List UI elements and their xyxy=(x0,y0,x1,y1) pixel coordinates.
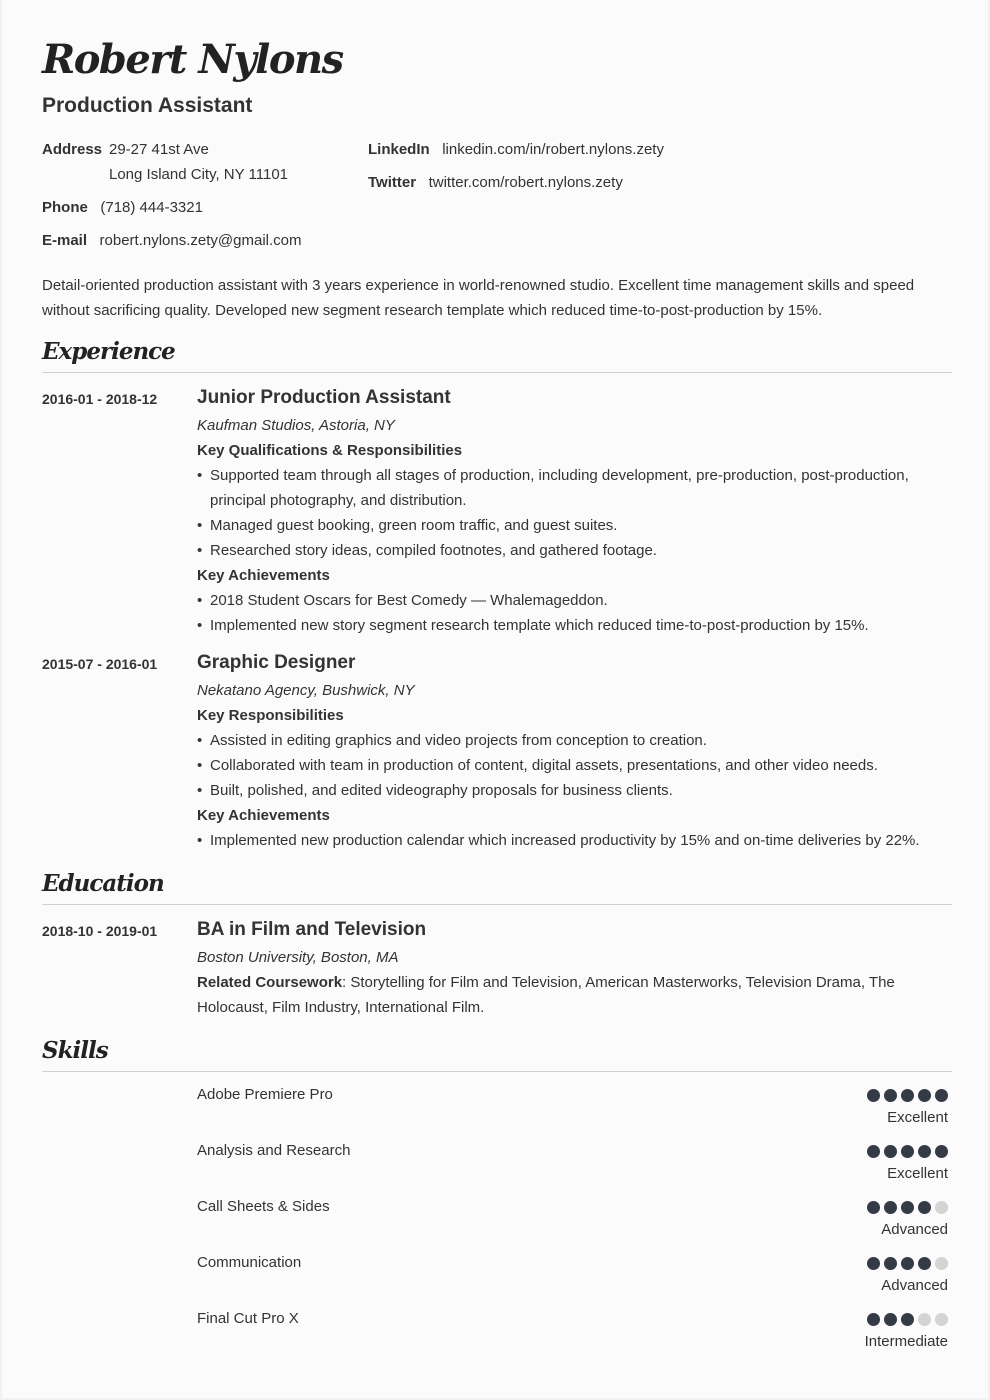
job-2-ach-heading: Key Achievements xyxy=(197,807,330,824)
list-item: • Researched story ideas, compiled footnotes, and gathered footage. xyxy=(197,538,952,563)
profile-summary: Detail-oriented production assistant with 3 years experience in world-renowned studio. Excellent time management skills and speed without sacrificing quality. Developed new segment research template which reduced time-to-post-production by 15%. xyxy=(42,277,915,319)
address-label: Address xyxy=(42,141,103,158)
address-line-1: 29-27 41st Ave xyxy=(109,141,209,158)
contact-address xyxy=(42,141,102,158)
job-2 xyxy=(197,650,952,853)
list-item: • 2018 Student Oscars for Best Comedy — Whalemageddon. xyxy=(197,588,952,613)
skill-rating-dots xyxy=(867,1313,948,1326)
skill-level: Advanced xyxy=(881,1221,948,1238)
rating-dot-empty xyxy=(935,1257,948,1270)
candidate-title: Production Assistant xyxy=(42,94,253,117)
skill-rating-dots xyxy=(867,1201,948,1214)
skill-name: Communication xyxy=(197,1254,302,1271)
job-2-resp-list xyxy=(197,728,952,803)
rating-dot-filled xyxy=(901,1313,914,1326)
experience-divider xyxy=(42,372,952,373)
coursework-list: : Storytelling for Film and Television, American Masterworks, Television Drama, The Holocaust, Film Industry, International Film. xyxy=(197,974,895,1016)
rating-dot-filled xyxy=(935,1145,948,1158)
rating-dot-filled xyxy=(901,1201,914,1214)
job-1-title: Junior Production Assistant xyxy=(197,387,451,408)
candidate-name: Robert Nylons xyxy=(42,36,343,83)
rating-dot-empty xyxy=(935,1313,948,1326)
email-label: E-mail xyxy=(42,232,88,249)
contact-phone xyxy=(42,199,203,216)
list-item: • Built, polished, and edited videography proposals for business clients. xyxy=(197,778,952,803)
education-heading: Education xyxy=(42,870,164,897)
rating-dot-filled xyxy=(901,1089,914,1102)
job-2-employer: Nekatano Agency, Bushwick, NY xyxy=(197,682,415,699)
contact-twitter xyxy=(368,174,623,191)
job-1 xyxy=(197,385,952,638)
rating-dot-filled xyxy=(884,1089,897,1102)
skill-level: Advanced xyxy=(881,1277,948,1294)
skills-heading: Skills xyxy=(42,1037,108,1064)
rating-dot-filled xyxy=(867,1145,880,1158)
skills-divider xyxy=(42,1071,952,1072)
phone-value: (718) 444-3321 xyxy=(100,199,203,216)
skill-rating-dots xyxy=(867,1257,948,1270)
list-item: • Managed guest booking, green room traffic, and guest suites. xyxy=(197,513,952,538)
rating-dot-filled xyxy=(918,1201,931,1214)
skill-name: Call Sheets & Sides xyxy=(197,1198,330,1215)
rating-dot-empty xyxy=(935,1201,948,1214)
contact-linkedin xyxy=(368,141,664,158)
linkedin-label: LinkedIn xyxy=(368,141,430,158)
rating-dot-empty xyxy=(918,1313,931,1326)
list-item: • Implemented new story segment research template which reduced time-to-post-production by 15%. xyxy=(197,613,952,638)
job-1-ach-heading: Key Achievements xyxy=(197,567,330,584)
skill-name: Adobe Premiere Pro xyxy=(197,1086,333,1103)
skill-name: Analysis and Research xyxy=(197,1142,351,1159)
rating-dot-filled xyxy=(867,1313,880,1326)
skill-rating-dots xyxy=(867,1145,948,1158)
rating-dot-filled xyxy=(918,1089,931,1102)
list-item: • Assisted in editing graphics and video projects from conception to creation. xyxy=(197,728,952,753)
rating-dot-filled xyxy=(884,1257,897,1270)
education-divider xyxy=(42,904,952,905)
twitter-link[interactable]: twitter.com/robert.nylons.zety xyxy=(428,174,623,191)
experience-heading: Experience xyxy=(42,338,175,365)
job-2-resp-heading: Key Responsibilities xyxy=(197,707,344,724)
job-2-dates: 2015-07 - 2016-01 xyxy=(42,656,158,672)
degree-title: BA in Film and Television xyxy=(197,919,427,940)
rating-dot-filled xyxy=(884,1145,897,1158)
job-2-ach-list xyxy=(197,828,952,853)
skill-level: Excellent xyxy=(887,1109,948,1126)
phone-label: Phone xyxy=(42,199,88,216)
rating-dot-filled xyxy=(918,1145,931,1158)
job-1-dates: 2016-01 - 2018-12 xyxy=(42,391,158,407)
job-1-resp-list xyxy=(197,463,952,563)
education-entry xyxy=(197,917,952,1020)
rating-dot-filled xyxy=(867,1089,880,1102)
coursework-label: Related Coursework xyxy=(197,974,343,991)
rating-dot-filled xyxy=(867,1257,880,1270)
resume-page xyxy=(2,0,988,1398)
rating-dot-filled xyxy=(884,1313,897,1326)
twitter-label: Twitter xyxy=(368,174,417,191)
skill-rating-dots xyxy=(867,1089,948,1102)
rating-dot-filled xyxy=(867,1201,880,1214)
job-1-ach-list xyxy=(197,588,952,638)
skill-name: Final Cut Pro X xyxy=(197,1310,299,1327)
skill-level: Intermediate xyxy=(864,1333,948,1350)
job-1-employer: Kaufman Studios, Astoria, NY xyxy=(197,417,395,434)
school-name: Boston University, Boston, MA xyxy=(197,949,399,966)
list-item: • Implemented new production calendar which increased productivity by 15% and on-time deliveries by 22%. xyxy=(197,828,952,853)
list-item: • Collaborated with team in production of content, digital assets, presentations, and other video needs. xyxy=(197,753,952,778)
address-line-2: Long Island City, NY 11101 xyxy=(109,166,289,183)
education-dates: 2018-10 - 2019-01 xyxy=(42,923,158,939)
rating-dot-filled xyxy=(935,1089,948,1102)
rating-dot-filled xyxy=(901,1145,914,1158)
skill-level: Excellent xyxy=(887,1165,948,1182)
rating-dot-filled xyxy=(884,1201,897,1214)
job-1-resp-heading: Key Qualifications & Responsibilities xyxy=(197,442,463,459)
coursework xyxy=(197,970,952,1020)
list-item: • Supported team through all stages of production, including development, pre-production, post-production, principal photography, and distribution. xyxy=(197,463,952,513)
job-2-title: Graphic Designer xyxy=(197,652,356,673)
rating-dot-filled xyxy=(901,1257,914,1270)
linkedin-link[interactable]: linkedin.com/in/robert.nylons.zety xyxy=(442,141,664,158)
contact-email xyxy=(42,232,302,249)
rating-dot-filled xyxy=(918,1257,931,1270)
email-link[interactable]: robert.nylons.zety@gmail.com xyxy=(99,232,302,249)
